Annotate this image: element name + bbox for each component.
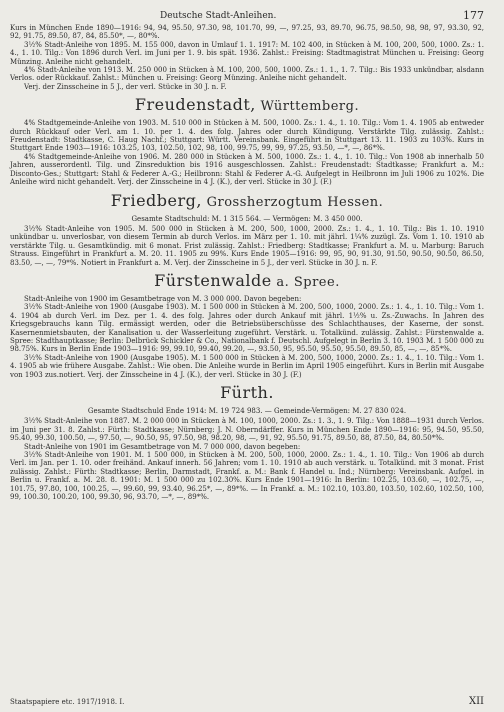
- paragraph: Stadt-Anleihe von 1900 im Gesamtbetrage von M. 3 000 000. Davon begeben:: [24, 294, 302, 303]
- heading-main: Fürstenwalde: [154, 270, 272, 290]
- heading-main: Friedberg,: [110, 190, 202, 210]
- debt-summary: Gesamte Stadtschuld Ende 1914: M. 19 724 983. — Gemeinde-Vermögen: M. 27 830 024.: [87, 407, 407, 415]
- section-heading: [10, 97, 484, 115]
- section-heading: [10, 270, 484, 291]
- running-header: [160, 8, 484, 24]
- paragraph: 3½% Stadt-Anleihe von 1895. M. 155 000, davon in Umlauf 1. 1. 1917: M. 102 400, in Stücken à M. 100, 200, 500, 1000. Zs.: 1. 4., 1. 10. Tilg.: Von 1896 durch Verl. im Juni per 1. 9. bis spät. 1936. Zahlst.: Freising: Stadtmagistrat München u. Freising: Georg Münzing. Anleihe nicht gehandelt.: [10, 40, 484, 66]
- paragraph: 4% Stadt-Anleihe von 1913. M. 250 000 in Stücken à M. 100, 200, 500, 1000. Zs.: 1. 1., 1. 7. Tilg.: Bis 1933 unkündbar, alsdann Verlos. oder Rückkauf. Zahlst.: München u. Freising: Georg Münzing. Anleihe nicht gehandelt.: [10, 66, 484, 83]
- footer-source: Staatspapiere etc. 1917/1918. I.: [10, 697, 125, 706]
- section-heading: [10, 385, 484, 403]
- paragraph: 3½% Stadt-Anleihe von 1887. M. 2 000 000 in Stücken à M. 100, 1000, 2000. Zs.: 1. 3., 1. 9. Tilg.: Von 1888—1931 durch Verlos. im Juni per 31. 8. Zahlst.: Fürth: Stadtkasse; Nürnberg: J. N. Oberndärffer. Kurs in München Ende 1890—1916: 95, 94.50, 95.50, 95.40, 99.30, 100.50, —, 97.50, —, 90.50, 95, 97.50, 98, 98.20, 98, —, 91, 92, 95.50, 91.75, 89.50, 88, 87.50, 84, 80.50*%.: [10, 417, 484, 443]
- paragraph: Stadt-Anleihe von 1901 im Gesamtbetrage von M. 7 000 000, davon begeben:: [24, 442, 301, 451]
- heading-sub: Württemberg.: [260, 99, 360, 115]
- debt-summary: Gesamte Stadtschuld: M. 1 315 564. — Vermögen: M. 3 450 000.: [131, 214, 363, 223]
- section-fuerth: [10, 385, 484, 501]
- heading-main: Fürth.: [220, 383, 274, 402]
- paragraph: 4% Stadtgemeinde-Anleihe von 1906. M. 280 000 in Stücken à M. 500, 1000. Zs.: 1. 4., 1. 10. Tilg.: Von 1908 ab innerhalb 50 Jahren, ausserordentl. Tilg. und Zinsreduktion bis 1916 ausgeschlossen. Zahlst.: Freudenstadt: Stadtkasse; Frankfurt a. M.: Disconto-Ges.; Stuttgart: Stahl & Federer A.-G.; Heilbronn: Stahl & Federer A.-G. Aufgelegt in Heilbronn im Juli 1906 zu 102%. Die Anleihe wird nicht gehandelt. Verj. der Zinsscheine in 4 J. (K.), der verl. Stücke in 30 J. (F.): [10, 152, 484, 187]
- paragraph: Verj. der Zinsscheine in 5 J., der verl. Stücke in 30 J. n. F.: [24, 82, 227, 91]
- section-friedberg: [10, 190, 484, 267]
- signature-mark: XII: [468, 695, 484, 707]
- section-heading: [10, 190, 484, 211]
- paragraph: 4% Stadtgemeinde-Anleihe von 1903. M. 510 000 in Stücken à M. 500, 1000. Zs.: 1. 4., 1. 10. Tilg.: Vom 1. 4. 1905 ab entweder durch Rückkauf oder Verl. am 1. 10. per 1. 4. des folg. Jahres oder durch Kündigung. Verstärkte Tilg. zulässig. Zahlst.: Freudenstadt: Stadtkasse, C. Haug Nachf.; Stuttgart: Württ. Vereinsbank. Eingeführt in Stuttgart 13. 11. 1903 zu 103%. Kurs in Stuttgart Ende 1903—1916: 103.25, 103, 102.50, 102, 98, 100, 99.75, 99, 99, 97.25, 93.50, —*, —, 86*%.: [10, 119, 484, 153]
- paragraph: 3½% Stadt-Anleihe von 1900 (Ausgabe 1905). M. 1 500 000 in Stücken à M. 200, 500, 1000, 2000. Zs.: 1. 4., 1. 10. Tilg.: Vom 1. 4. 1905 ab wie frühere Ausgabe. Zahlst.: Wie oben. Die Anleihe wurde in Berlin im April 1905 eingeführt. Kurs in Berlin mit Ausgabe von 1903 zus.notiert. Verj. der Zinsscheine in 4 J. (K.), der verl. Stücke in 30 J. (F.): [10, 353, 484, 379]
- section-freudenstadt: [10, 97, 484, 186]
- page-number: 177: [463, 9, 484, 22]
- paragraph: 3½% Stadt-Anleihe von 1905. M. 500 000 in Stücken à M. 200, 500, 1000, 2000. Zs.: 1. 4., 1. 10. Tilg.: Bis 1. 10. 1910 unkündbar u. unverlosbar, von diesem Termin ab durch Verlos. im März per 1. 10. mit jährl. 1¼% zuzügl. Zs. Vom 1. 10. 1910 ab verstärkte Tilg. u. Gesamtkündig. mit 6 monat. Frist zulässig. Zahlst.: Friedberg: Stadtkasse; Frankfurt a. M. u. Marburg: Baruch Strauss. Eingeführt in Frankfurt a. M. 20. 11. 1905 zu 99%. Kurs Ende 1905—1916: 99, 95, 90, 91.30, 91.50, 90.50, 90.50, 86.50, 83.50, —, —, 79*%. Notiert in Frankfurt a. M. Verj. der Zinsscheine in 5 J., der verl. Stücke in 30 J. n. F.: [10, 224, 484, 267]
- page-footer: [10, 695, 484, 707]
- heading-sub: a. Spree.: [276, 274, 340, 290]
- running-title: Deutsche Stadt-Anleihen.: [160, 11, 277, 21]
- section-fuerstenwalde: [10, 270, 484, 379]
- paragraph: Kurs in München Ende 1890—1916: 94, 94, 95.50, 97.30, 98, 101.70, 99, —, 97.25, 93, 89.70, 96.75, 98.50, 98, 98, 97, 93.30, 92, 92, 91.75, 89.50, 87, 84, 85.50*, —, 80*%.: [10, 24, 484, 41]
- heading-sub: Grossherzogtum Hessen.: [206, 194, 384, 210]
- top-section: [10, 24, 484, 91]
- paragraph: 3½% Stadt-Anleihe von 1900 (Ausgabe 1903). M. 1 500 000 in Stücken à M. 200, 500, 1000, 2000. Zs.: 1. 4., 1. 10. Tilg.: Vom 1. 4. 1904 ab durch Verl. im Dez. per 1. 4. des folg. Jahres oder durch Ankauf mit jährl. 1½% u. Zs.-Zuwachs. In Jahren des Kriegsgebrauchs kann Tilg. ermässigt werden, oder die Betriebsüberschüsse des Schlachthauses, der Kaserne, der sonst. Kasernenmietsbauten, der Kanalisation u. der Wasserleitung zugeführt. Verstärk. u. Totalkünd. zulässig. Zahlst.: Fürstenwalde a. Spree: Stadthauptkasse; Berlin: Delbrück Schickler & Co., Nationalbank f. Deutschl. Aufgelegt in Berlin 3. 10. 1903 M. 1 500 000 zu 98.75%. Kurs in Berlin Ende 1903—1916: 99, 99.10, 99.40, 99.20, —, 93.50, 95, 95.50, 95.50, 95.50, 89.50, 85, —, —, 85*%.: [10, 303, 484, 354]
- heading-main: Freudenstadt,: [134, 95, 256, 115]
- paragraph: 3½% Stadt-Anleihe von 1901. M. 1 500 000, in Stücken à M. 200, 500, 1000, 2000. Zs.: 1. 4., 1. 10. Tilg.: Von 1906 ab durch Verl. im Jan. per 1. 10. oder freihänd. Ankauf innerh. 56 Jahren; vom 1. 10. 1910 ab auch verstärk. u. Totalkünd. mit 3 monat. Frist zulässig. Zahlst.: Fürth: Stadtkasse; Berlin, Darmstadt, Frankf. a. M.: Bank f. Handel u. Ind.; Nürnberg: Vereinsbank. Aufgel. in Berlin u. Frankf. a. M. 28. 8. 1901: M. 1 500 000 zu 102.30%. Kurs Ende 1901—1916: In Berlin: 102.25, 103.60, —, 102.75, —, 101.75, 97.80, 100, 100.25, —, 99.60, 99, 93.40, 96.25*, —, 89*%. — In Frankf. a. M.: 102.10, 103.80, 103.50, 102.60, 102.50, 100, 99, 100.30, 100.20, 100, 99.30, 96, 93.70, —*, —, 89*%.: [10, 451, 484, 502]
